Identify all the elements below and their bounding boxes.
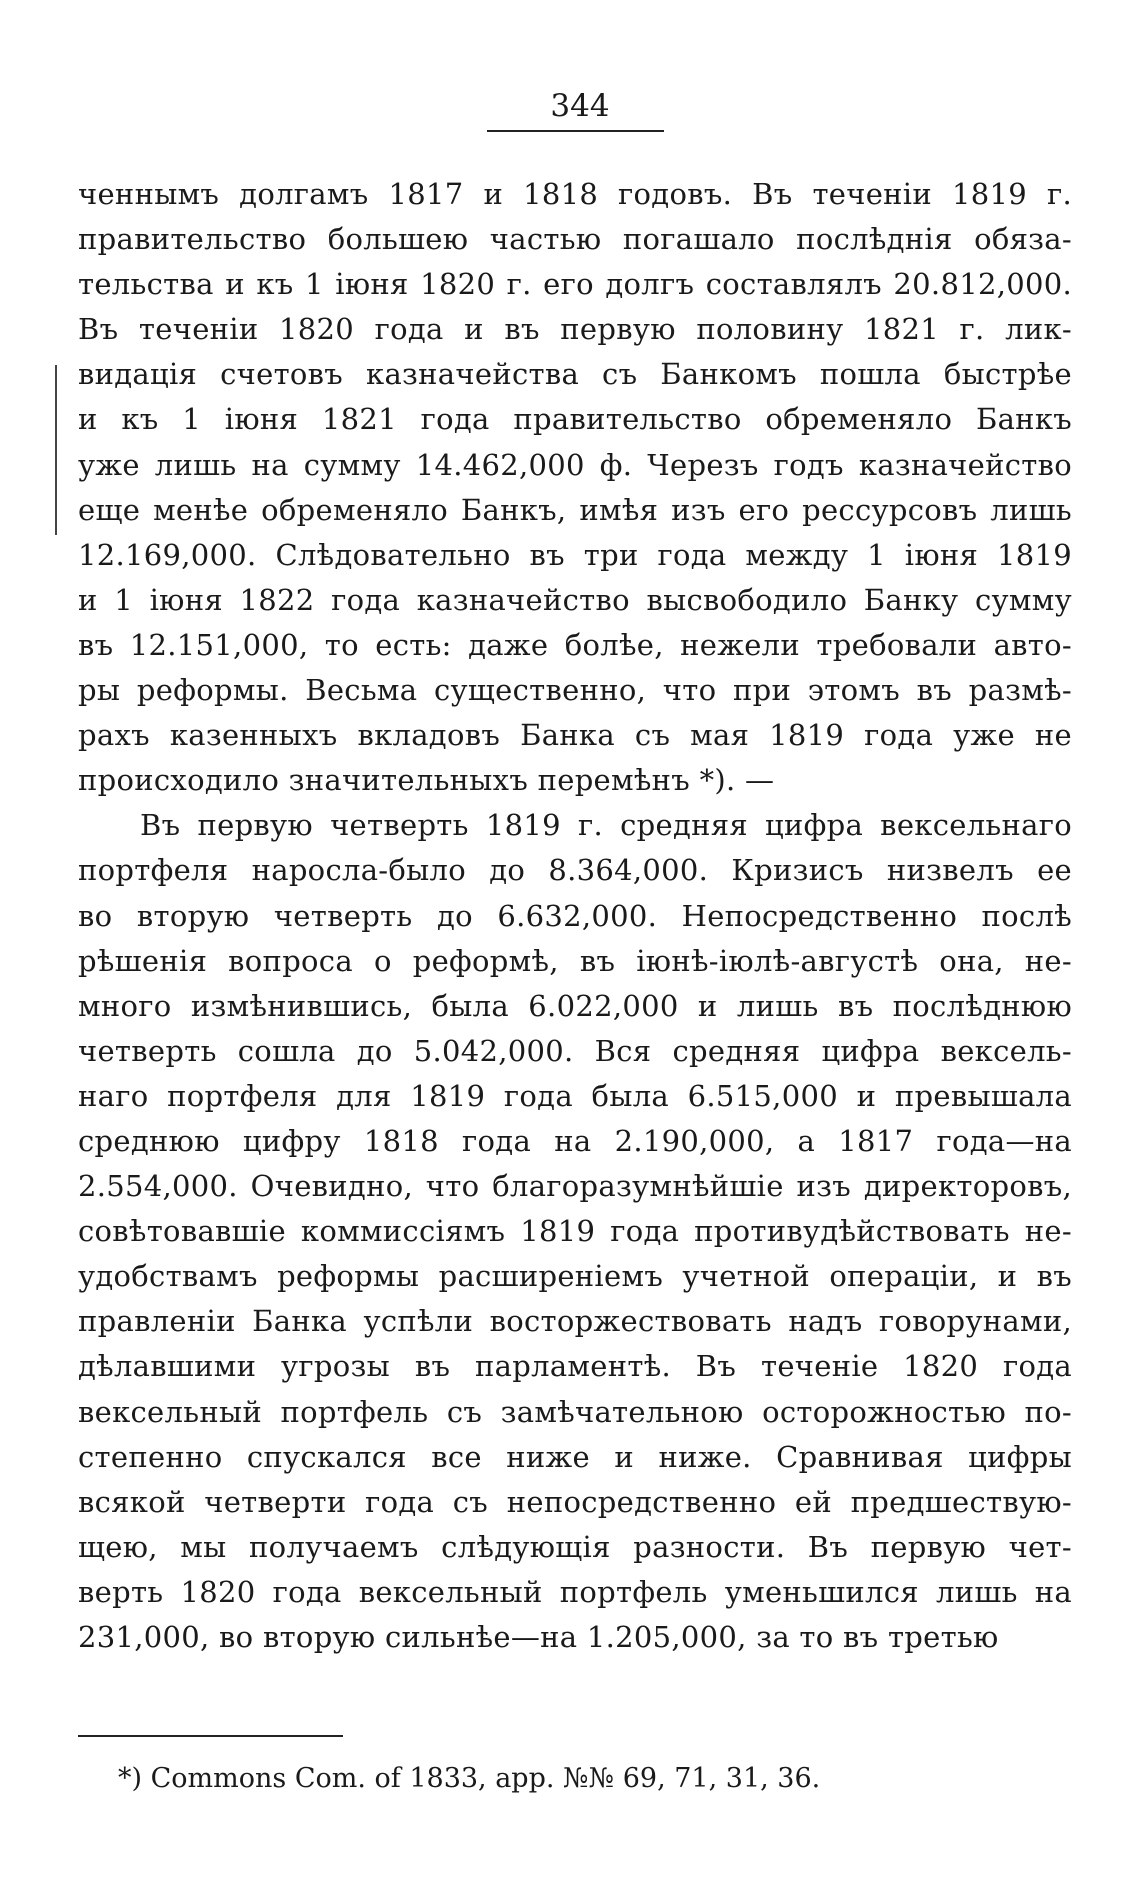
text-line: правительство большею частью погашало послѣднія обяза- (78, 222, 1072, 257)
text-line: во вторую четверть до 6.632,000. Непосредственно послѣ (78, 898, 1072, 933)
text-line: видація счетовъ казначейства съ Банкомъ пошла быстрѣе (78, 357, 1072, 392)
page-number-rule (487, 130, 664, 132)
margin-mark (55, 365, 57, 535)
text-line: ры реформы. Весьма существенно, что при этомъ въ размѣ- (78, 673, 1072, 708)
text-line: верть 1820 года вексельный портфель уменьшился лишь на (78, 1574, 1072, 1609)
text-line: уже лишь на сумму 14.462,000 ф. Черезъ годъ казначейство (78, 447, 1072, 482)
footnote: *) Commons Com. of 1833, app. №№ 69, 71, 31, 36. (118, 1763, 821, 1794)
text-line: совѣтовавшіе коммиссіямъ 1819 года противудѣйствовать не- (78, 1214, 1072, 1249)
paragraph-2 (78, 803, 1072, 1660)
text-line: 12.169,000. Слѣдовательно въ три года между 1 іюня 1819 (78, 537, 1072, 572)
text-line: и 1 іюня 1822 года казначейство высвободило Банку сумму (78, 582, 1072, 617)
text-line: всякой четверти года съ непосредственно ей предшествую- (78, 1484, 1072, 1519)
text-line: много измѣнившись, была 6.022,000 и лишь въ послѣднюю (78, 988, 1072, 1023)
text-line: степенно спускался все ниже и ниже. Сравнивая цифры (78, 1439, 1072, 1474)
text-line: въ 12.151,000, то есть: даже болѣе, нежели требовали авто- (78, 627, 1072, 662)
text-line: еще менѣе обременяло Банкъ, имѣя изъ его рессурсовъ лишь (78, 492, 1072, 527)
text-line: 231,000, во вторую сильнѣе—на 1.205,000, за то въ третью (78, 1620, 999, 1654)
text-line: ченнымъ долгамъ 1817 и 1818 годовъ. Въ теченіи 1819 г. (78, 177, 1072, 211)
text-line: дѣлавшими угрозы въ парламентѣ. Въ теченіе 1820 года (78, 1349, 1072, 1384)
text-line: портфеля наросла-было до 8.364,000. Кризисъ низвелъ ее (78, 853, 1072, 888)
page-number: 344 (550, 88, 610, 124)
text-line: рахъ казенныхъ вкладовъ Банка съ мая 1819 года уже не (78, 718, 1072, 753)
text-line: происходило значительныхъ перемѣнъ *). — (78, 763, 775, 798)
text-line: четверть сошла до 5.042,000. Вся средняя цифра вексель- (78, 1033, 1072, 1068)
text-line: удобствамъ реформы расширеніемъ учетной операціи, и въ (78, 1259, 1072, 1294)
text-line: Въ теченіи 1820 года и въ первую половину 1821 г. лик- (78, 312, 1072, 347)
text-line: наго портфеля для 1819 года была 6.515,000 и превышала (78, 1078, 1072, 1113)
text-line: правленіи Банка успѣли восторжествовать надъ говорунами, (78, 1304, 1072, 1339)
text-line: среднюю цифру 1818 года на 2.190,000, а 1817 года—на (78, 1123, 1072, 1158)
footnote-rule (78, 1735, 343, 1737)
text-line: Въ первую четверть 1819 г. средняя цифра вексельнаго (140, 808, 1072, 843)
text-line: рѣшенія вопроса о реформѣ, въ іюнѣ-іюлѣ-августѣ она, не- (78, 943, 1072, 978)
text-line: 2.554,000. Очевидно, что благоразумнѣйшіе изъ директоровъ, (78, 1169, 1072, 1204)
body-text (78, 172, 1072, 1660)
paragraph-1 (78, 172, 1072, 803)
text-line: щею, мы получаемъ слѣдующія разности. Въ первую чет- (78, 1529, 1072, 1564)
text-line: тельства и къ 1 іюня 1820 г. его долгъ составлялъ 20.812,000. (78, 267, 1072, 302)
text-line: вексельный портфель съ замѣчательною осторожностью по- (78, 1394, 1072, 1429)
text-line: и къ 1 іюня 1821 года правительство обременяло Банкъ (78, 402, 1072, 437)
